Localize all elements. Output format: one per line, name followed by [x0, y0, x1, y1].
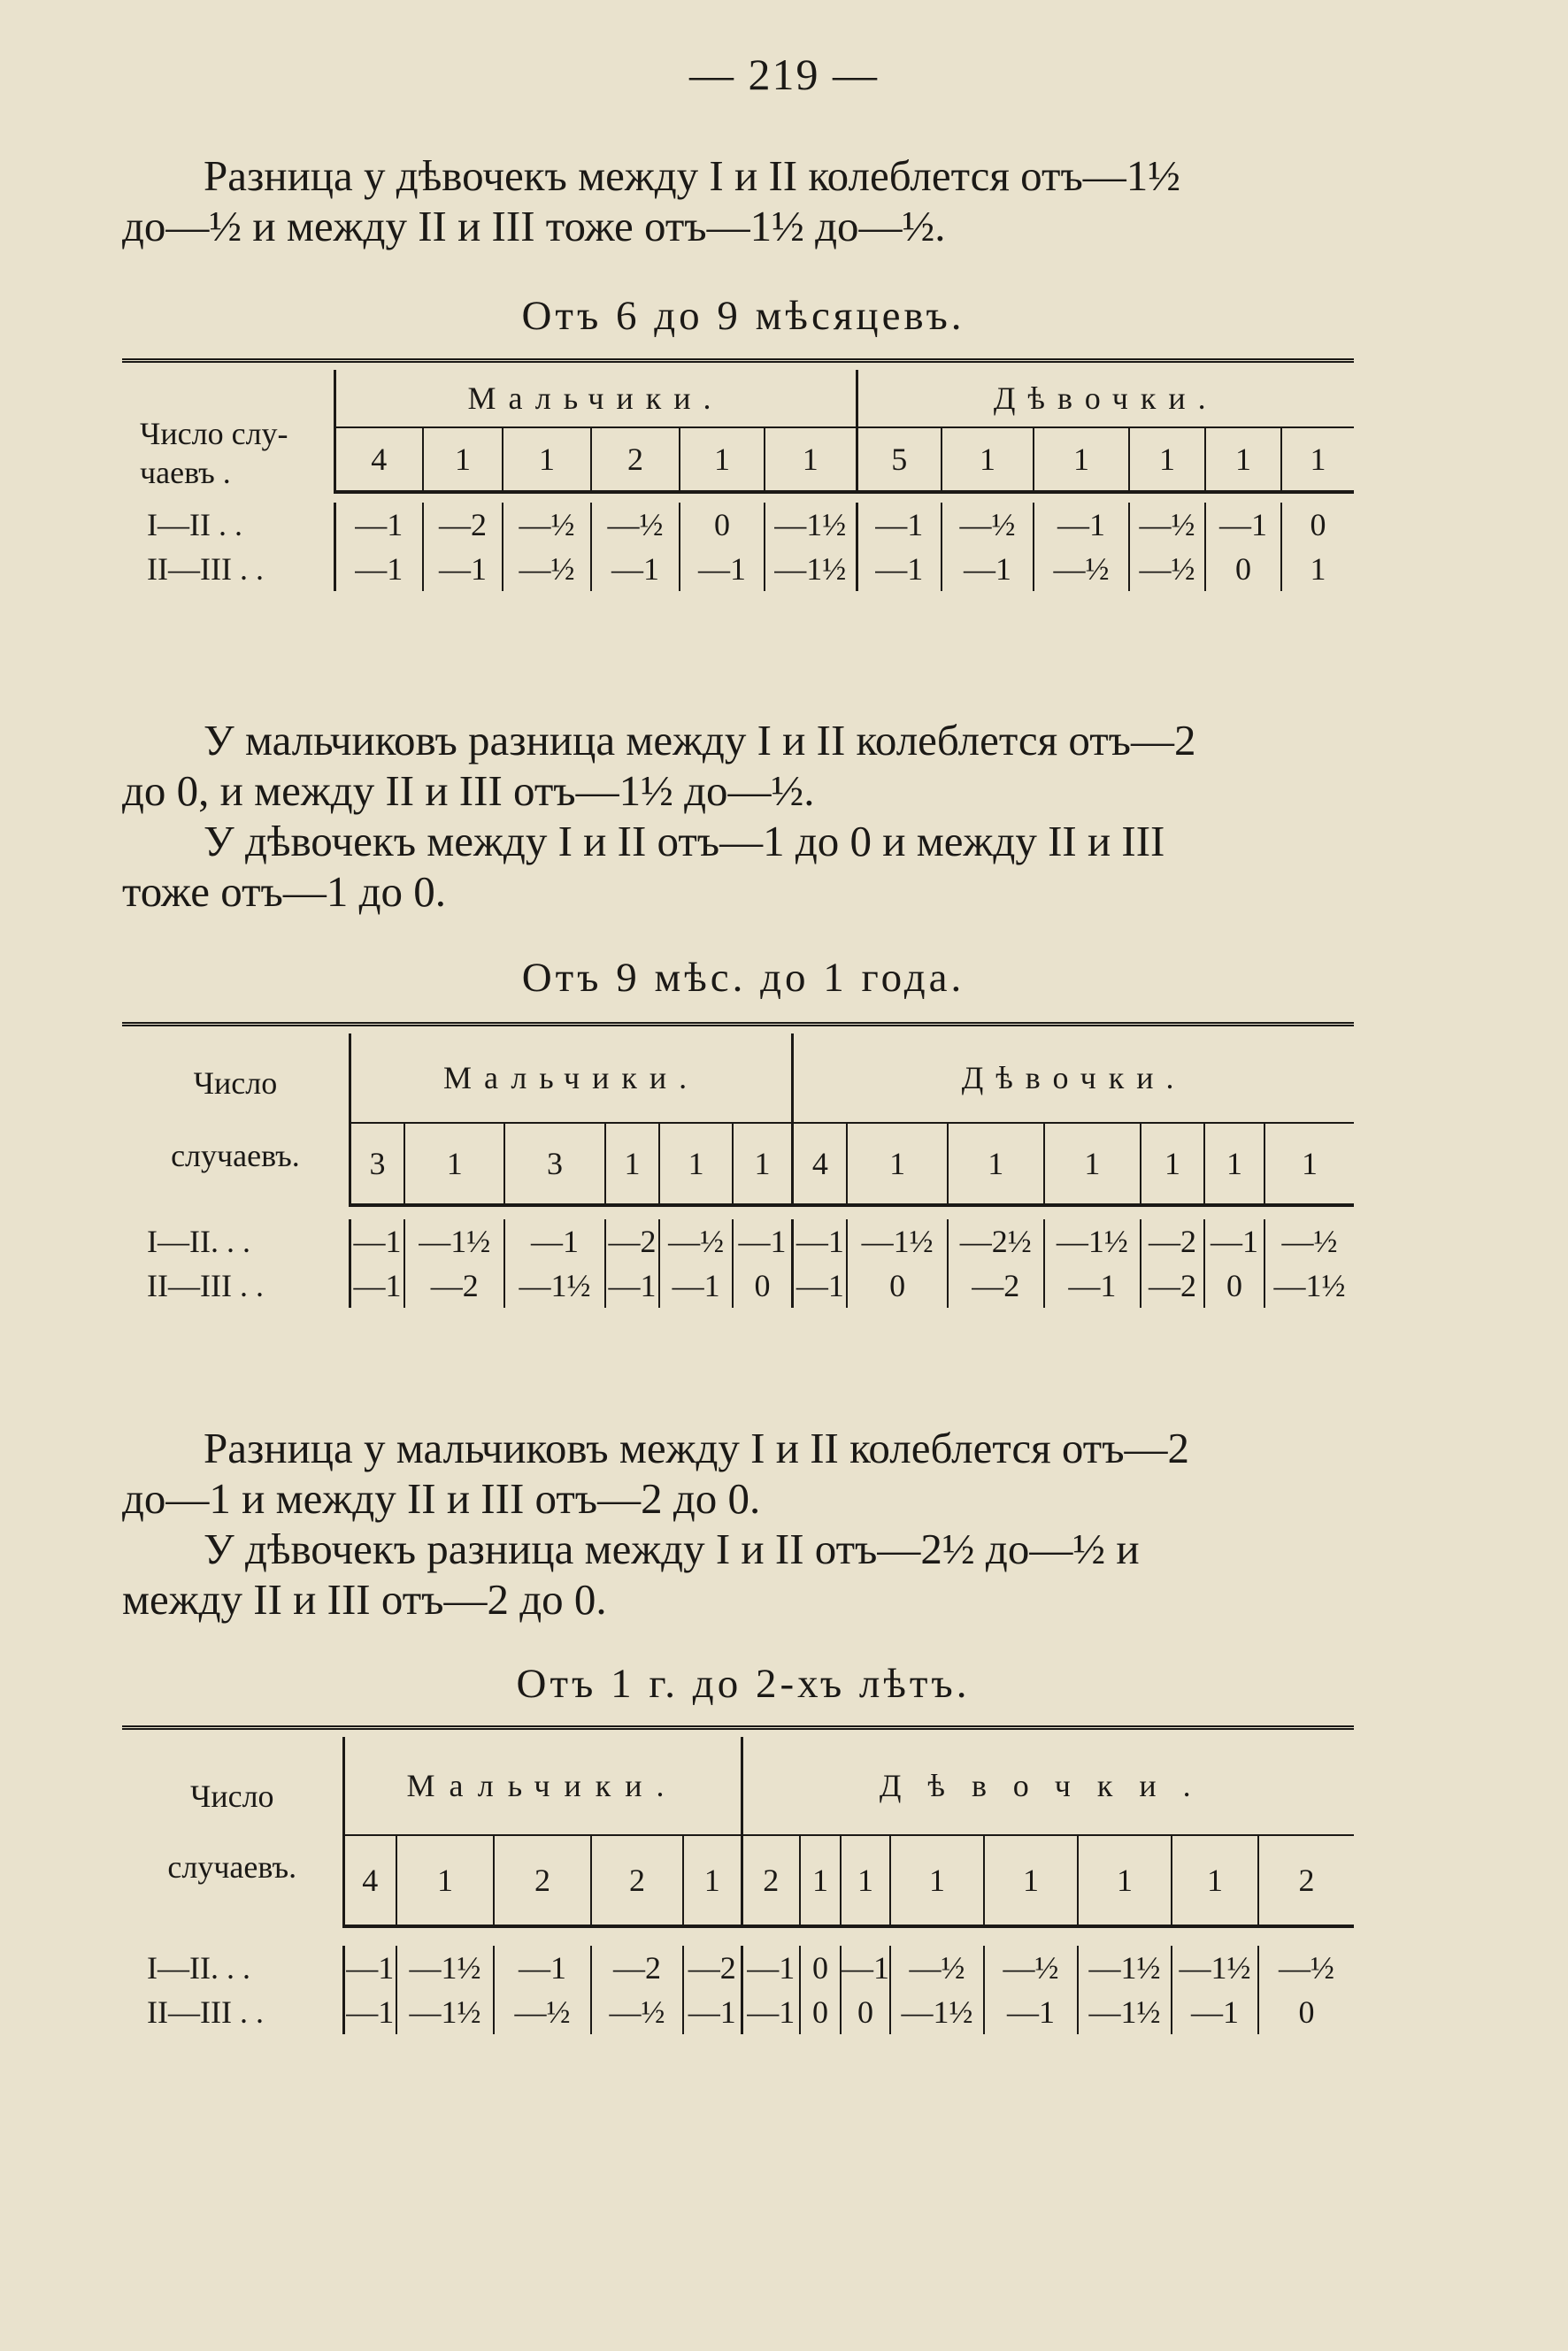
data-cell: —1½	[404, 1219, 504, 1264]
row-label-ii-iii: II—III . .	[147, 1994, 264, 2030]
data-cell: —2	[948, 1264, 1044, 1308]
data-cell: —½	[1129, 547, 1205, 591]
caption-6-9-months: Отъ 6 до 9 мѣсяцевъ.	[521, 293, 965, 339]
data-cell: 0	[1281, 503, 1354, 547]
data-cell: 1	[1281, 547, 1354, 591]
data-cell: —1	[680, 547, 765, 591]
data-cell: —½	[1258, 1946, 1354, 1990]
data-cell: —½	[494, 1990, 591, 2034]
table-6-9-months	[122, 358, 1354, 603]
data-cell: —2	[1141, 1264, 1204, 1308]
girls-header: Дѣвочки.	[742, 1737, 1354, 1835]
paragraph-3-line-2: тоже отъ—1 до 0.	[122, 867, 447, 916]
paragraph-2	[122, 715, 1361, 917]
table-1-2-years	[122, 1725, 1354, 2061]
girls-header: Дѣвочки.	[793, 1033, 1354, 1123]
count-cell: 1	[841, 1835, 890, 1926]
count-cell: 1	[1264, 1123, 1354, 1205]
data-cell: —1½	[504, 1264, 604, 1308]
data-cell: —1	[733, 1219, 793, 1264]
count-cell: 1	[1034, 427, 1129, 492]
data-cell: —1	[591, 547, 680, 591]
count-cell: 1	[1044, 1123, 1141, 1205]
paragraph-2-line-1: У мальчиковъ разница между I и II колеблется отъ—2	[204, 716, 1196, 764]
count-cell: 1	[683, 1835, 742, 1926]
paragraph-1-line-1: Разница у дѣвочекъ между I и II колеблется отъ—1½	[204, 151, 1181, 200]
data-cell: —1	[343, 1946, 396, 1990]
data-cell: —½	[591, 1990, 683, 2034]
count-cell: 2	[494, 1835, 591, 1926]
count-cell: 1	[680, 427, 765, 492]
count-cell: 4	[793, 1123, 848, 1205]
count-cell: 1	[1205, 427, 1281, 492]
data-cell: —1½	[890, 1990, 984, 2034]
data-cell: —1	[350, 1264, 404, 1308]
data-cell: —1½	[1078, 1946, 1172, 1990]
data-cell: —1	[942, 547, 1034, 591]
data-cell: —1	[841, 1946, 890, 1990]
count-label	[122, 1033, 350, 1205]
count-cell: 3	[504, 1123, 604, 1205]
count-cell: 1	[942, 427, 1034, 492]
boys-header: Мальчики.	[334, 370, 857, 427]
count-label-line-1: Число	[189, 1779, 274, 1814]
count-label-line-1: Число	[193, 1065, 278, 1101]
data-cell: —1	[423, 547, 503, 591]
data-cell: 0	[1258, 1990, 1354, 2034]
count-cell: 1	[503, 427, 591, 492]
data-cell: 0	[841, 1990, 890, 2034]
count-cell: 1	[659, 1123, 732, 1205]
count-cell: 2	[742, 1835, 800, 1926]
data-cell: 0	[680, 503, 765, 547]
data-cell: —1	[1044, 1264, 1141, 1308]
boys-header: Мальчики.	[343, 1737, 742, 1835]
count-cell: 1	[800, 1835, 841, 1926]
count-label-line-2: случаевъ.	[167, 1849, 297, 1885]
data-cell: —1	[343, 1990, 396, 2034]
row-label-i-ii: I—II. . .	[147, 1950, 250, 1986]
paragraph-1-line-2: до—½ и между II и III тоже отъ—1½ до—½.	[122, 202, 946, 250]
row-label-ii-iii: II—III . .	[147, 1268, 264, 1303]
paragraph-5-line-1: У дѣвочекъ разница между I и II отъ—2½ до—½ и	[204, 1525, 1140, 1573]
count-cell: 1	[404, 1123, 504, 1205]
data-cell: —2	[404, 1264, 504, 1308]
data-cell: —1	[857, 547, 942, 591]
data-cell: —1½	[1264, 1264, 1354, 1308]
data-cell: —2	[591, 1946, 683, 1990]
count-cell: 1	[1172, 1835, 1258, 1926]
data-cell: —½	[890, 1946, 984, 1990]
data-cell: —1	[334, 547, 423, 591]
data-cell: —1	[504, 1219, 604, 1264]
data-cell: —1	[793, 1264, 848, 1308]
count-cell: 1	[605, 1123, 660, 1205]
data-cell: —1	[793, 1219, 848, 1264]
data-cell: 0	[800, 1990, 841, 2034]
data-cell: —1½	[396, 1946, 494, 1990]
row-label-ii-iii: II—III . .	[147, 551, 264, 587]
data-cell: —1	[1204, 1219, 1264, 1264]
data-cell: 0	[847, 1264, 947, 1308]
data-cell: —1	[494, 1946, 591, 1990]
data-cell: 0	[733, 1264, 793, 1308]
count-cell: 1	[423, 427, 503, 492]
data-cell: —2	[605, 1219, 660, 1264]
count-cell: 1	[396, 1835, 494, 1926]
data-cell: —1½	[396, 1990, 494, 2034]
count-cell: 1	[1129, 427, 1205, 492]
data-cell: —1½	[765, 547, 857, 591]
data-cell: —½	[1264, 1219, 1354, 1264]
data-cell: —1	[350, 1219, 404, 1264]
data-cell: —2	[423, 503, 503, 547]
count-cell: 1	[847, 1123, 947, 1205]
boys-header: Мальчики.	[350, 1033, 792, 1123]
data-cell: —½	[503, 503, 591, 547]
data-cell: —1	[742, 1990, 800, 2034]
count-label	[122, 1737, 343, 1926]
data-cell: 0	[1205, 547, 1281, 591]
table-9-months-1-year	[122, 1022, 1354, 1324]
count-label: Число слу- чаевъ .	[140, 416, 288, 490]
data-cell: —1½	[1078, 1990, 1172, 2034]
data-cell: —1½	[765, 503, 857, 547]
count-cell: 4	[334, 427, 423, 492]
paragraph-1	[122, 150, 1361, 251]
data-cell: —½	[591, 503, 680, 547]
count-cell: 2	[591, 1835, 683, 1926]
data-cell: —1	[984, 1990, 1078, 2034]
data-cell: —1	[857, 503, 942, 547]
data-cell: —1	[742, 1946, 800, 1990]
data-cell: —2½	[948, 1219, 1044, 1264]
count-label-line-2: случаевъ.	[171, 1138, 300, 1173]
data-cell: —½	[1129, 503, 1205, 547]
data-cell: —1½	[847, 1219, 947, 1264]
data-cell: —½	[1034, 547, 1129, 591]
data-cell: —1	[605, 1264, 660, 1308]
count-cell: 1	[733, 1123, 793, 1205]
page-number: — 219 —	[689, 50, 879, 99]
count-cell: 1	[1281, 427, 1354, 492]
caption-9-months-1-year: Отъ 9 мѣс. до 1 года.	[521, 955, 965, 1001]
row-label-i-ii: I—II . .	[147, 507, 242, 542]
girls-header: Дѣвочки.	[857, 370, 1354, 427]
data-cell: —2	[1141, 1219, 1204, 1264]
paragraph-2-line-2: до 0, и между II и III отъ—1½ до—½.	[122, 766, 815, 815]
data-cell: 0	[1204, 1264, 1264, 1308]
paragraph-4	[122, 1423, 1361, 1625]
data-cell: —½	[659, 1219, 732, 1264]
data-cell: —1	[1034, 503, 1129, 547]
count-cell: 1	[1204, 1123, 1264, 1205]
data-cell: —1	[334, 503, 423, 547]
paragraph-4-line-2: до—1 и между II и III отъ—2 до 0.	[122, 1474, 761, 1523]
count-cell: 1	[890, 1835, 984, 1926]
data-cell: —1½	[1172, 1946, 1258, 1990]
count-cell: 1	[1141, 1123, 1204, 1205]
data-cell: —1	[1205, 503, 1281, 547]
count-cell: 3	[350, 1123, 404, 1205]
count-cell: 1	[1078, 1835, 1172, 1926]
data-cell: 0	[800, 1946, 841, 1990]
paragraph-4-line-1: Разница у мальчиковъ между I и II колеблется отъ—2	[204, 1424, 1190, 1472]
row-label-i-ii: I—II. . .	[147, 1224, 250, 1259]
caption-1-2-years: Отъ 1 г. до 2-хъ лѣтъ.	[516, 1661, 971, 1707]
count-cell: 2	[1258, 1835, 1354, 1926]
count-cell: 1	[984, 1835, 1078, 1926]
paragraph-5-line-2: между II и III отъ—2 до 0.	[122, 1575, 607, 1624]
count-cell: 4	[343, 1835, 396, 1926]
data-cell: —1	[659, 1264, 732, 1308]
data-cell: —½	[503, 547, 591, 591]
data-cell: —1½	[1044, 1219, 1141, 1264]
count-cell: 1	[948, 1123, 1044, 1205]
data-cell: —1	[1172, 1990, 1258, 2034]
data-cell: —1	[683, 1990, 742, 2034]
paragraph-3-line-1: У дѣвочекъ между I и II отъ—1 до 0 и между II и III	[204, 817, 1165, 865]
count-cell: 2	[591, 427, 680, 492]
data-cell: —½	[984, 1946, 1078, 1990]
count-cell: 1	[765, 427, 857, 492]
data-cell: —2	[683, 1946, 742, 1990]
count-cell: 5	[857, 427, 942, 492]
data-cell: —½	[942, 503, 1034, 547]
